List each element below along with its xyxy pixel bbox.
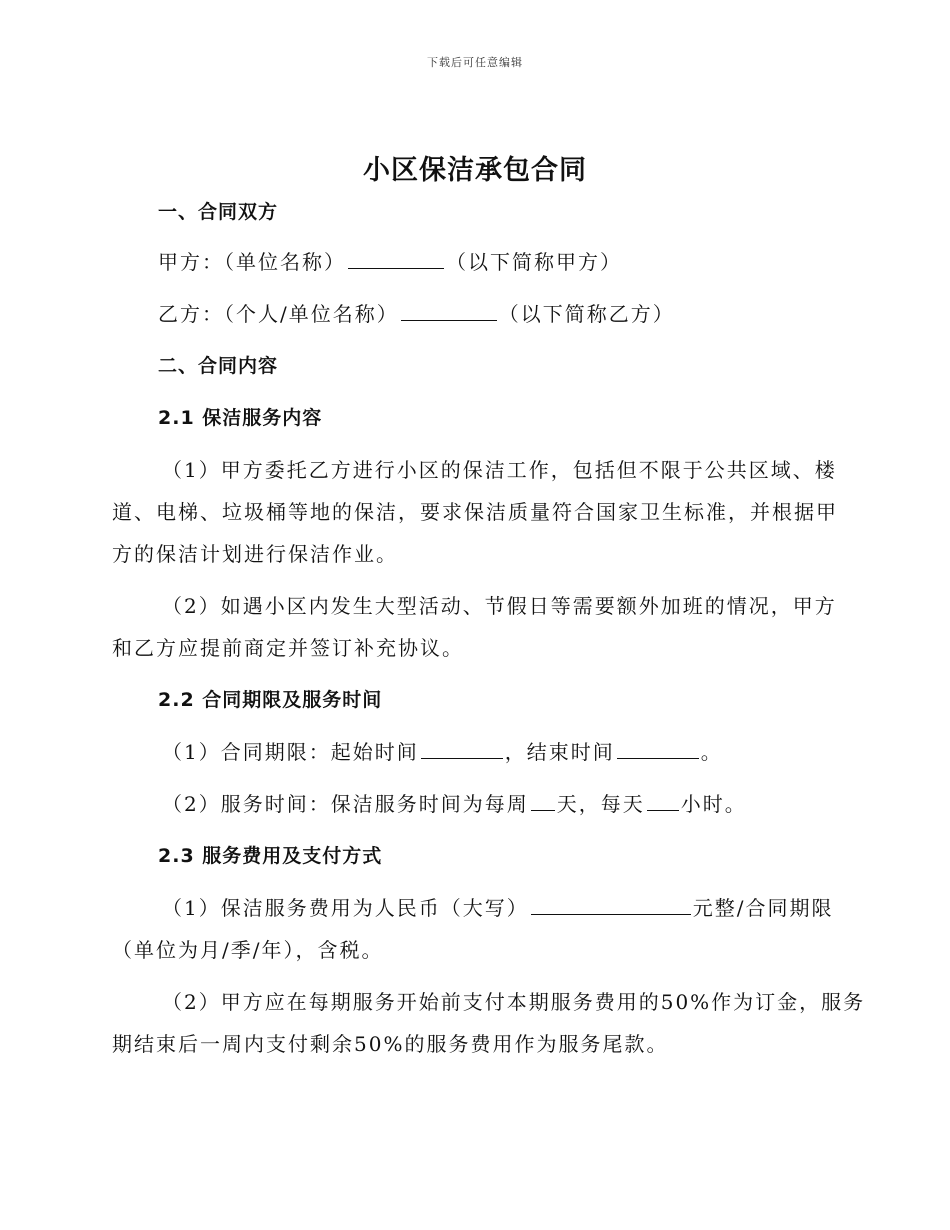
party-a-line <box>158 248 622 276</box>
paragraph-2-1-2-line-2: 和乙方应提前商定并签订补充协议。 <box>112 636 464 660</box>
fee-label-b: 元整/合同期限 <box>692 896 834 920</box>
term-end-blank <box>617 738 699 759</box>
paragraph-2-1-1-line-2: 道、电梯、垃圾桶等地的保洁，要求保洁质量符合国家卫生标准，并根据甲 <box>112 500 838 524</box>
service-hours-line <box>162 790 747 818</box>
fee-label-a: （1）保洁服务费用为人民币（大写） <box>162 896 529 920</box>
subsection-2-3-heading: 2.3 服务费用及支付方式 <box>158 845 383 867</box>
fee-line-2: （单位为月/季/年），含税。 <box>112 938 384 962</box>
page-title: 小区保洁承包合同 <box>363 155 587 186</box>
term-start-label: （1）合同期限：起始时间 <box>162 740 419 764</box>
fee-line-1 <box>162 894 833 922</box>
paragraph-2-1-2-line-1: （2）如遇小区内发生大型活动、节假日等需要额外加班的情况，甲方 <box>162 594 837 618</box>
party-b-line <box>158 300 675 328</box>
party-b-suffix: （以下简称乙方） <box>498 302 675 326</box>
term-start-blank <box>421 738 503 759</box>
subsection-2-2-heading: 2.2 合同期限及服务时间 <box>158 689 383 711</box>
hours-label-a: （2）服务时间：保洁服务时间为每周 <box>162 792 529 816</box>
party-b-name-blank <box>401 300 497 321</box>
party-b-prefix: 乙方：（个人/单位名称） <box>158 302 399 326</box>
party-a-prefix: 甲方：（单位名称） <box>158 250 346 274</box>
paragraph-2-1-1-line-1: （1）甲方委托乙方进行小区的保洁工作，包括但不限于公共区域、楼 <box>162 458 837 482</box>
subsection-2-1-heading: 2.1 保洁服务内容 <box>158 407 323 429</box>
days-per-week-blank <box>531 790 555 811</box>
payment-line-2: 期结束后一周内支付剩余50%的服务费用作为服务尾款。 <box>112 1032 669 1056</box>
party-a-name-blank <box>348 248 444 269</box>
hours-per-day-blank <box>647 790 679 811</box>
term-end-label: ，结束时间 <box>504 740 615 764</box>
section-1-heading: 一、合同双方 <box>158 201 279 223</box>
section-2-heading: 二、合同内容 <box>158 355 279 377</box>
fee-amount-blank <box>531 894 691 915</box>
paragraph-2-1-1-line-3: 方的保洁计划进行保洁作业。 <box>112 542 398 566</box>
header-note: 下载后可任意编辑 <box>427 56 523 69</box>
hours-label-c: 小时。 <box>680 792 747 816</box>
party-a-suffix: （以下简称甲方） <box>446 250 622 274</box>
contract-term-line <box>162 738 723 766</box>
payment-line-1: （2）甲方应在每期服务开始前支付本期服务费用的50%作为订金，服务 <box>162 990 866 1014</box>
hours-label-b: 天，每天 <box>556 792 645 816</box>
term-end-period: 。 <box>700 740 723 764</box>
